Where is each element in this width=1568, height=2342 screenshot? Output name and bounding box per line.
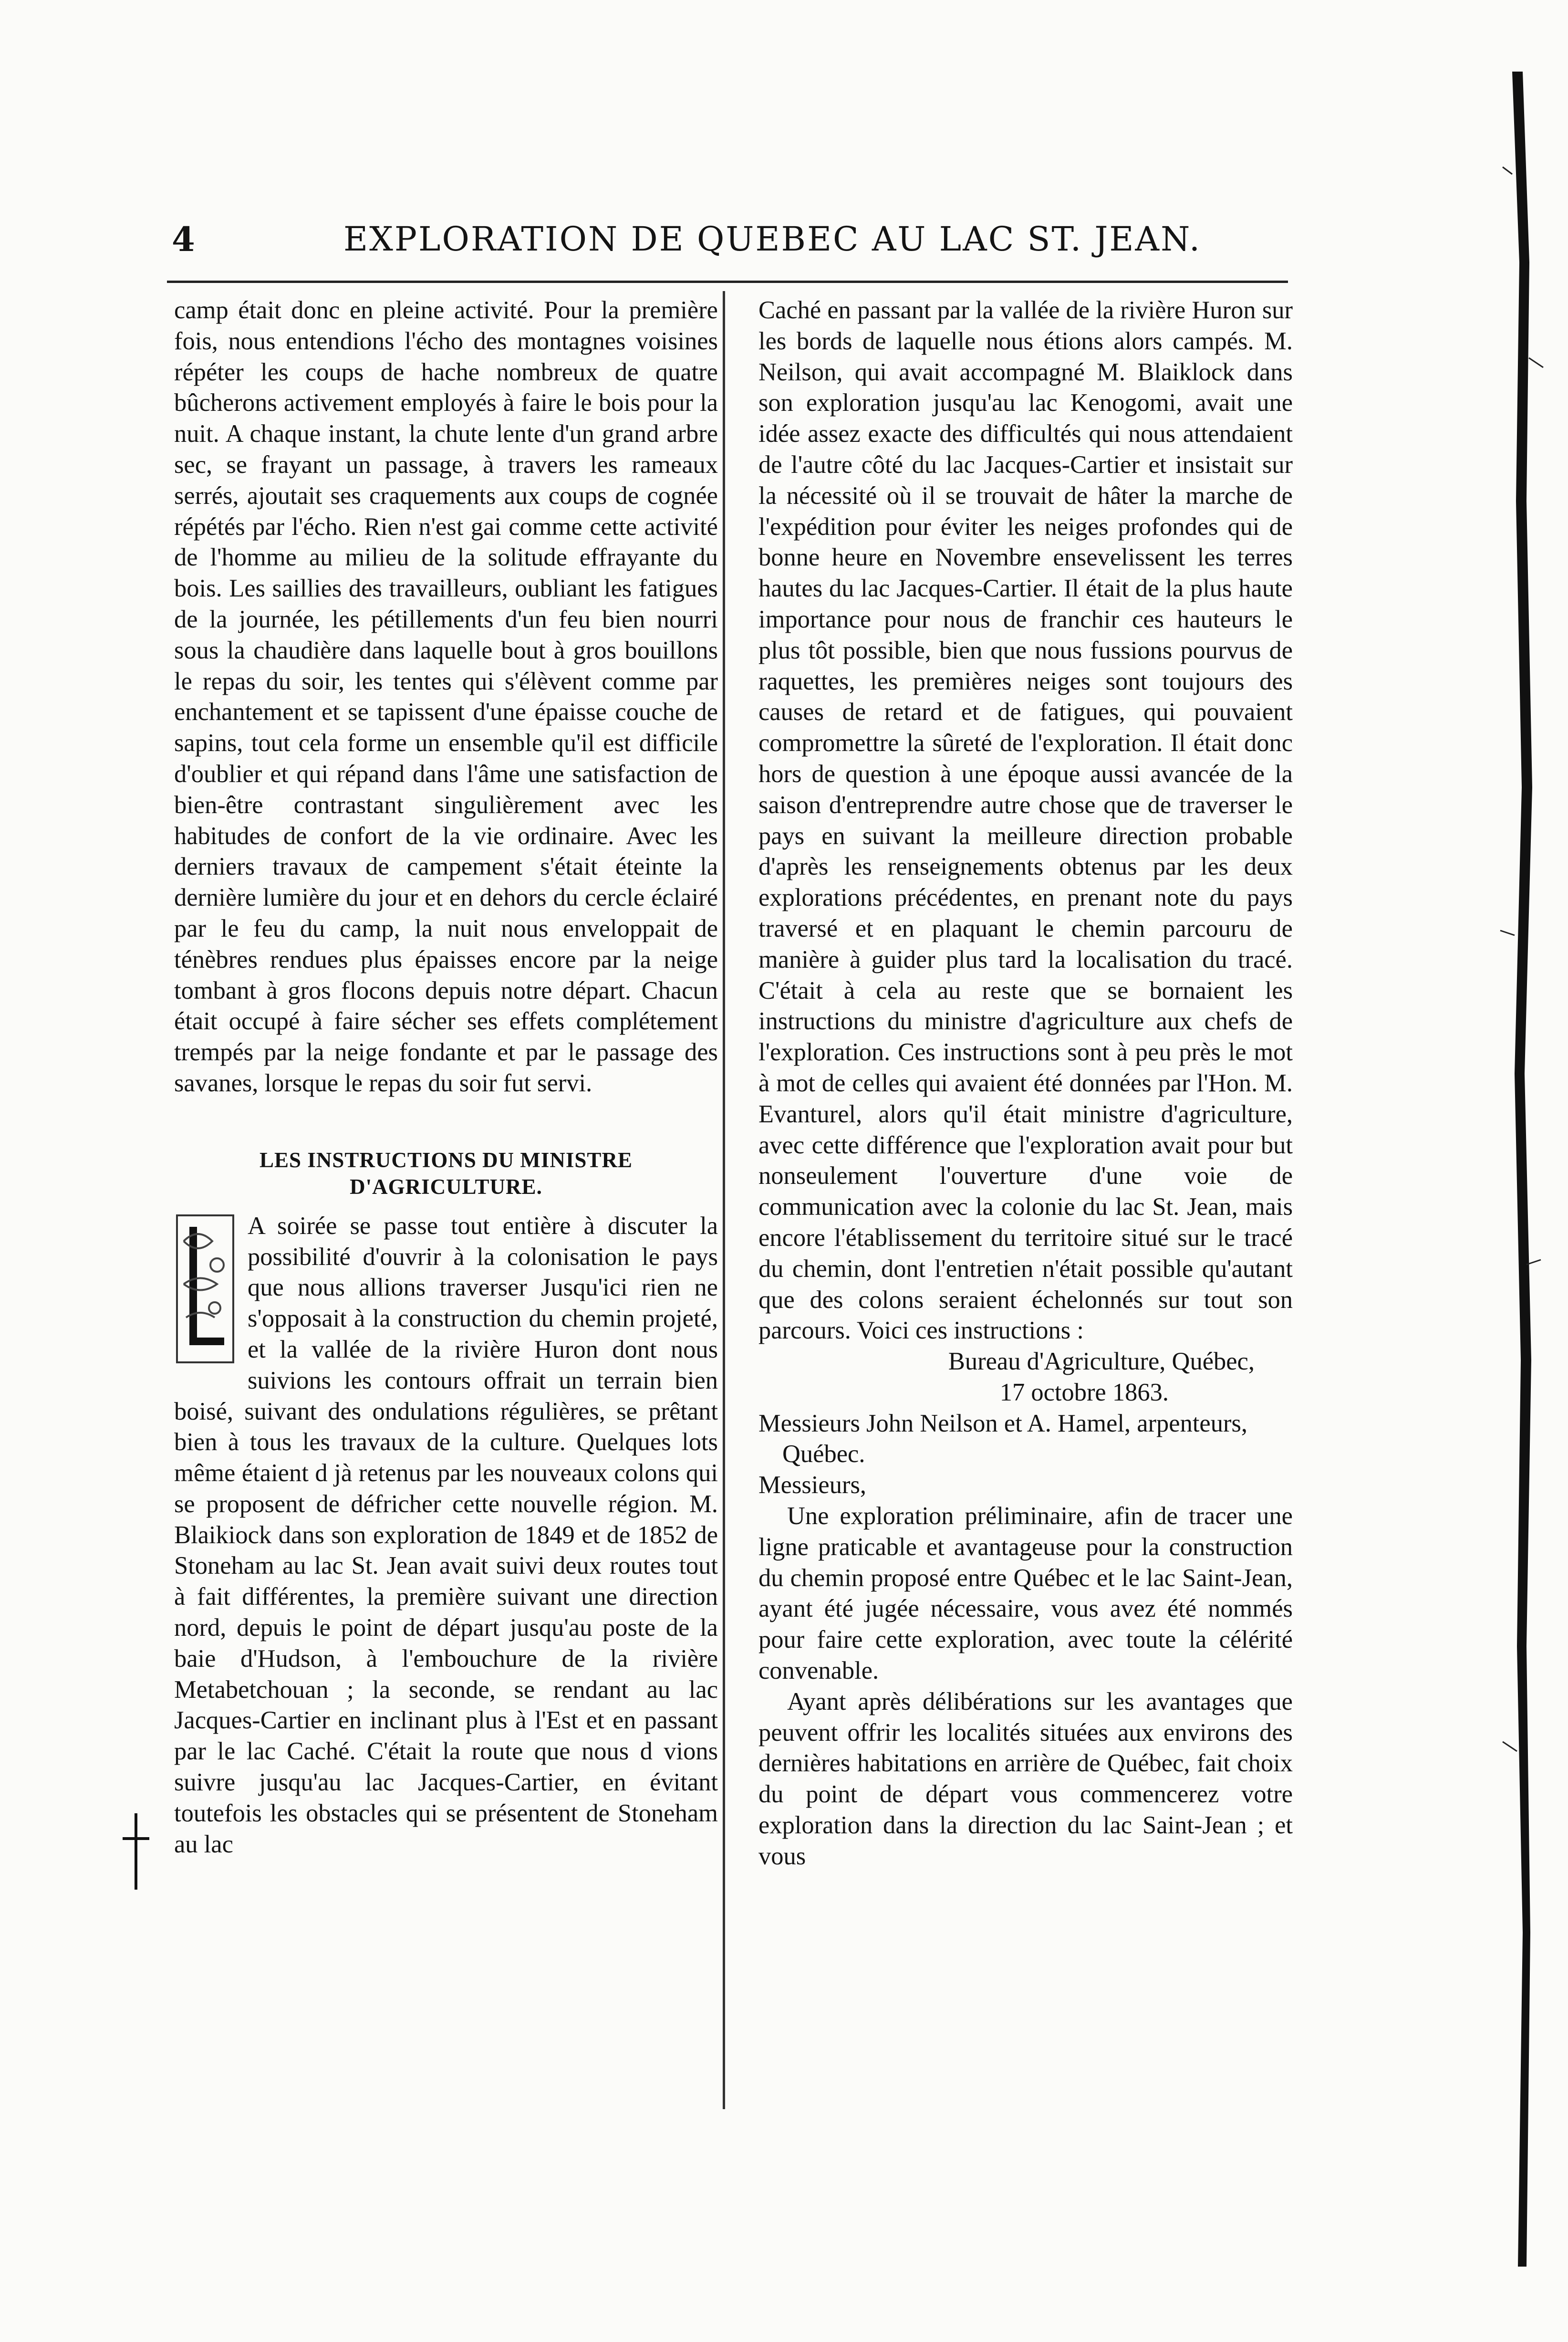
header-rule [167, 281, 1288, 283]
paragraph: Une exploration préliminaire, afin de tracer une ligne praticable et avantageuse pour la construction du chemin proposé entre Québec et le lac Saint-Jean, ayant été jugée nécessaire, vous avez été nommés pour faire cette exploration, avec toute la célérité convenable. [758, 1502, 1293, 1685]
margin-cross-mark-icon [122, 1811, 150, 1892]
right-column [758, 295, 1293, 1872]
running-head: EXPLORATION DE QUEBEC AU LAC ST. JEAN. [343, 220, 1202, 259]
letter-date: 17 octobre 1863. [999, 1378, 1169, 1406]
paragraph: camp était donc en pleine activité. Pour la première fois, nous entendions l'écho des montagnes voisines répéter les coups de hache nombreux de quatre bûcherons activement employés à faire le bois pour la nuit. A chaque instant, la chute lente d'un grand arbre sec, se frayant un passage, à travers les rameaux serrés, ajoutait ses craquements aux coups de cognée répétés par l'écho. Rien n'est gai comme cette activité de l'homme au milieu de la solitude effrayante du bois. Les saillies des travailleurs, oubliant les fatigues de la journée, les pétillements d'un feu bien nourri sous la chaudière dans laquelle bout à gros bouillons le repas du soir, les tentes qui s'élèvent comme par enchantement et se tapissent d'une épaisse couche de sapins, tout cela forme un ensemble qu'il est difficile d'oublier et qui répand dans l'âme une satisfaction de bien-être contrastant singulièrement avec les habitudes de confort de la vie ordinaire. Avec les derniers travaux de campement s'était éteinte la dernière lumière du jour et en dehors du cercle éclairé par le feu du camp, la nuit nous enveloppait de ténèbres rendues plus épaisses encore par la neige tombant à gros flocons depuis notre départ. Chacun était occupé à faire sécher ses effets complétement trempés par la neige fondante et par le passage des savanes, lorsque le repas du soir fut servi. [174, 296, 718, 1097]
column-divider [723, 291, 725, 2109]
binding-edge-shadow-icon [1493, 72, 1546, 2267]
paragraph: Ayant après délibérations sur les avantages que peuvent offrir les localités situées aux environs des dernières habitations en arrière de Québec, fait choix du point de départ vous commencerez votre exploration dans la direction du lac Saint-Jean ; et vous [758, 1687, 1293, 1870]
page-number: 4 [172, 220, 195, 259]
paragraph: A soirée se passe tout entière à discuter la possibilité d'ouvrir à la colonisation le pays que nous allions traverser Jusqu'ici rien ne s'opposait à la construction du chemin projeté, et la vallée de la rivière Huron dont nous suivions les contours offrait un terrain bien boisé, suivant des ondulations régulières, se prêtant bien à tous les travaux de la culture. Quelques lots même étaient d jà retenus par les nouveaux colons qui se proposent de défricher cette nouvelle région. M. Blaikiock dans son exploration de 1849 et de 1852 de Stoneham au lac St. Jean avait suivi deux routes tout à fait différentes, la première suivant une direction nord, depuis le point de départ jusqu'au poste de la baie d'Hudson, à l'embouchure de la rivière Metabetchouan ; la seconde, se rendant au lac Jacques-Cartier en inclinant plus à l'Est et en passant par le lac Caché. C'était la route que nous d vions suivre jusqu'au lac Jacques-Cartier, en évitant toutefois les obstacles qui se présentent de Stoneham au lac [174, 1212, 718, 1858]
letter-origin: Bureau d'Agriculture, Québec, [948, 1348, 1255, 1376]
letter-salutation: Messieurs, [758, 1471, 867, 1499]
section-heading: LES INSTRUCTIONS DU MINISTRE D'AGRICULTURE. [260, 1148, 633, 1199]
page-header [162, 215, 1288, 267]
paragraph: Caché en passant par la vallée de la rivière Huron sur les bords de laquelle nous étions alors campés. M. Neilson, qui avait accompagné M. Blaiklock dans son exploration jusqu'au lac Kenogomi, avait une idée assez exacte des difficultés qui nous attendaient de l'autre côté du lac Jacques-Cartier et insistait sur la nécessité où il se trouvait de hâter la marche de l'expédition pour éviter les neiges profondes qui de bonne heure en Novembre ensevelissent les terres hautes du lac Jacques-Cartier. Il était de la plus haute importance pour nous de franchir ces hauteurs le plus tôt possible, bien que nous fussions pourvus de raquettes, les premières neiges sont toujours des causes de retard et de fatigues, qui pouvaient compromettre la sûreté de l'exploration. Il était donc hors de question à une époque aussi avancée de la saison d'entreprendre autre chose que de traverser le pays en suivant la meilleure direction probable d'après les renseignements obtenus par les deux explorations précédentes, en prenant note du pays traversé et en plaquant le chemin parcouru de manière à guider plus tard la localisation du tracé. C'était à cela au reste que se bornaient les instructions du ministre d'agriculture aux chefs de l'exploration. Ces instructions sont à peu près le mot à mot de celles qui avaient été données par l'Hon. M. Evanturel, alors qu'il était ministre d'agriculture, avec cette différence que l'exploration avait pour but nonseulement l'ouverture d'une voie de communication avec la colonie du lac St. Jean, mais encore l'établissement du territoire situé sur le tracé du chemin, dont l'entretien n'était possible qu'autant que des colons seraient échelonnés sur tout son parcours. Voici ces instructions : [758, 296, 1293, 1345]
left-column [174, 295, 718, 1860]
ornamental-dropcap-l-icon [174, 1213, 236, 1365]
letter-recipients: Messieurs John Neilson et A. Hamel, arpenteurs, Québec. [758, 1409, 1248, 1468]
